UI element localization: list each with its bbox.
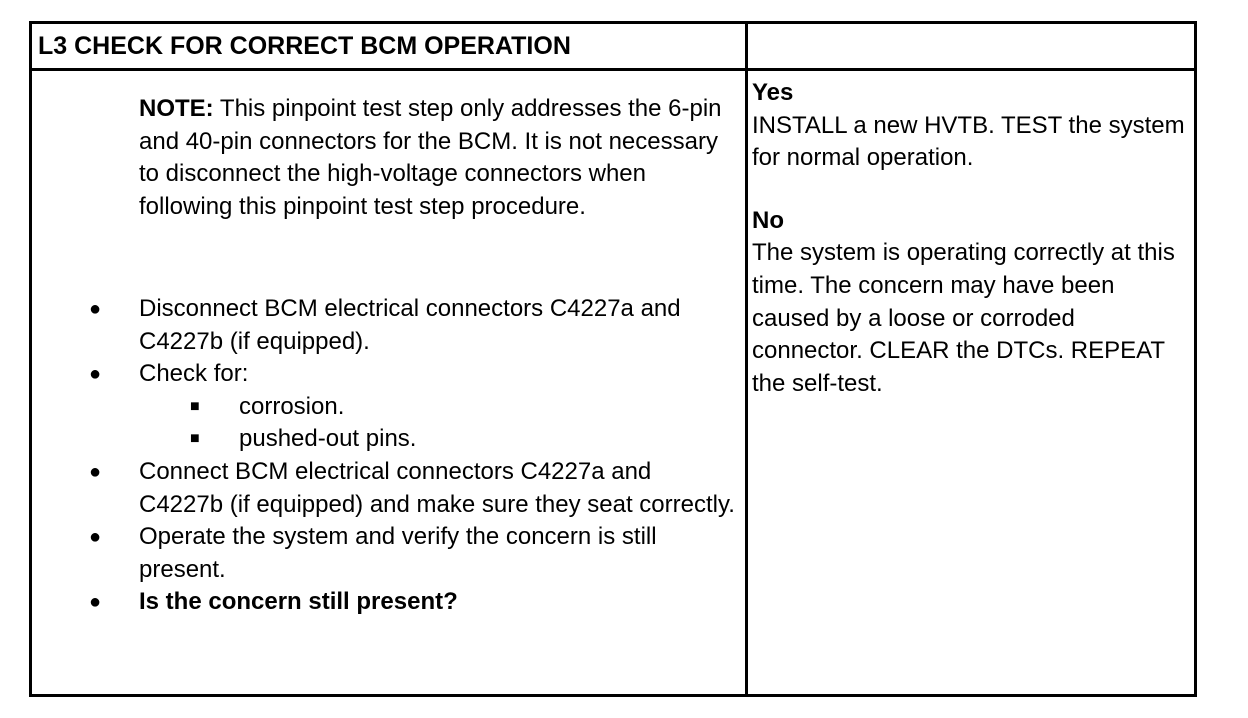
note-label: NOTE: [139,95,214,122]
square-bullet-icon: ■ [190,430,200,448]
no-text: The system is operating correctly at this time. The concern may have been caused by a loose or corroded connector. CLEAR the DTCs. REPEAT the self-test. [752,239,1175,397]
result-cell [752,77,1192,400]
sub-list-item [32,423,745,456]
step-text: Disconnect BCM electrical connectors C4227a and C4227b (if equipped). [139,295,681,355]
yes-label: Yes [752,79,794,106]
yes-text: INSTALL a new HVTB. TEST the system for normal operation. [752,111,1185,172]
bullet-icon: ● [89,363,102,386]
question-text: Is the concern still present? [139,588,458,616]
bullet-icon: ● [89,460,102,483]
note-text: This pinpoint test step only addresses the 6-pin and 40-pin connectors for the BCM. It is not necessary to disconnect the high-voltage connectors when following this pinpoint test step procedure. [139,95,722,220]
bullet-icon: ● [89,526,102,549]
sub-step-text: corrosion. [239,392,345,420]
pinpoint-test-table [29,21,1197,697]
bullet-icon: ● [89,298,102,320]
step-list [32,293,745,619]
list-item [32,293,739,358]
sub-step-text: pushed-out pins. [239,425,417,453]
step-text: Operate the system and verify the concern is still present. [139,523,657,583]
list-item [32,456,739,521]
header-divider [32,68,1194,71]
step-text: Check for: [139,360,249,388]
sub-list-item [32,391,745,424]
column-divider [745,24,748,694]
step-title: L3 CHECK FOR CORRECT BCM OPERATION [38,32,571,60]
bullet-icon: ● [89,591,102,614]
square-bullet-icon: ■ [190,397,200,415]
note-paragraph [139,93,739,223]
list-item [32,586,739,619]
list-item [32,521,739,586]
step-text: Connect BCM electrical connectors C4227a and C4227b (if equipped) and make sure they seat correctly. [139,457,735,518]
list-item [32,358,739,391]
no-label: No [752,206,784,234]
